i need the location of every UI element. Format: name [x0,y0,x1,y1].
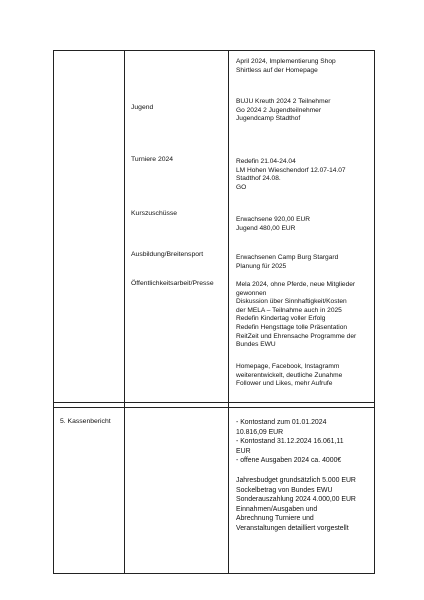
table-row-divider-a [53,402,375,403]
kurszuschuesse-label: Kurszuschüsse [131,210,178,217]
kassenbericht-label: 5. Kassenbericht [60,418,111,425]
table-border-col2 [228,50,229,574]
table-row-divider-b [53,407,375,408]
oeffentlichkeit-content-2: Homepage, Facebook, Instagramm weiterentwickelt, deutliche Zunahme Follower und Likes, mehr Aufrufe [236,363,343,388]
kassenbericht-content-2: Jahresbudget grundsätzlich 5.000 EUR Sockelbetrag von Bundes EWU Sonderauszahlung 2024 4.000,00 EUR Einnahmen/Ausgaben und Abrechnung Turniere und Veranstaltungen detailliert vorgestellt [236,477,356,532]
ausbildung-content: Erwachsenen Camp Burg Stargard Planung für 2025 [236,254,339,270]
ausbildung-label: Ausbildung/Breitensport [131,251,204,258]
turniere-content: Redefin 21.04-24.04 LM Hohen Wieschendorf 12.07-14.07 Stadthof 24.08. GO [236,158,346,191]
turniere-label: Turniere 2024 [131,156,174,163]
kassenbericht-content: - Kontostand zum 01.01.2024 10.816,09 EUR - Kontostand 31.12.2024 16.061,11 EUR - offene Ausgaben 2024 ca. 4000€ [236,419,344,465]
oeffentlichkeit-content: Mela 2024, ohne Pferde, neue Mitglieder gewonnen Diskussion über Sinnhaftigkeit/Kosten der MELA – Teilnahme auch in 2025 Redefin Kindertag voller Erfolg Redefin Hengsttage tolle Präsentation ReitZeit und Ehrensache Programme der Bundes EWU [236,281,357,349]
table-border-bottom [53,573,375,574]
table-border-top [53,50,375,51]
shop-content: April 2024, Implementierung Shop Shirtless auf der Homepage [236,58,336,74]
oeffentlichkeit-label: Öffentlichkeitsarbeit/Presse [131,280,214,287]
jugend-label: Jugend [131,104,154,111]
table-border-left [53,50,54,574]
table-border-col1 [124,50,125,574]
kurszuschuesse-content: Erwachsene 920,00 EUR Jugend 480,00 EUR [236,216,311,232]
table-border-right [374,50,375,574]
jugend-content: BUJU Kreuth 2024 2 Teilnehmer Go 2024 2 Jugendteilnehmer Jugendcamp Stadthof [236,98,331,123]
